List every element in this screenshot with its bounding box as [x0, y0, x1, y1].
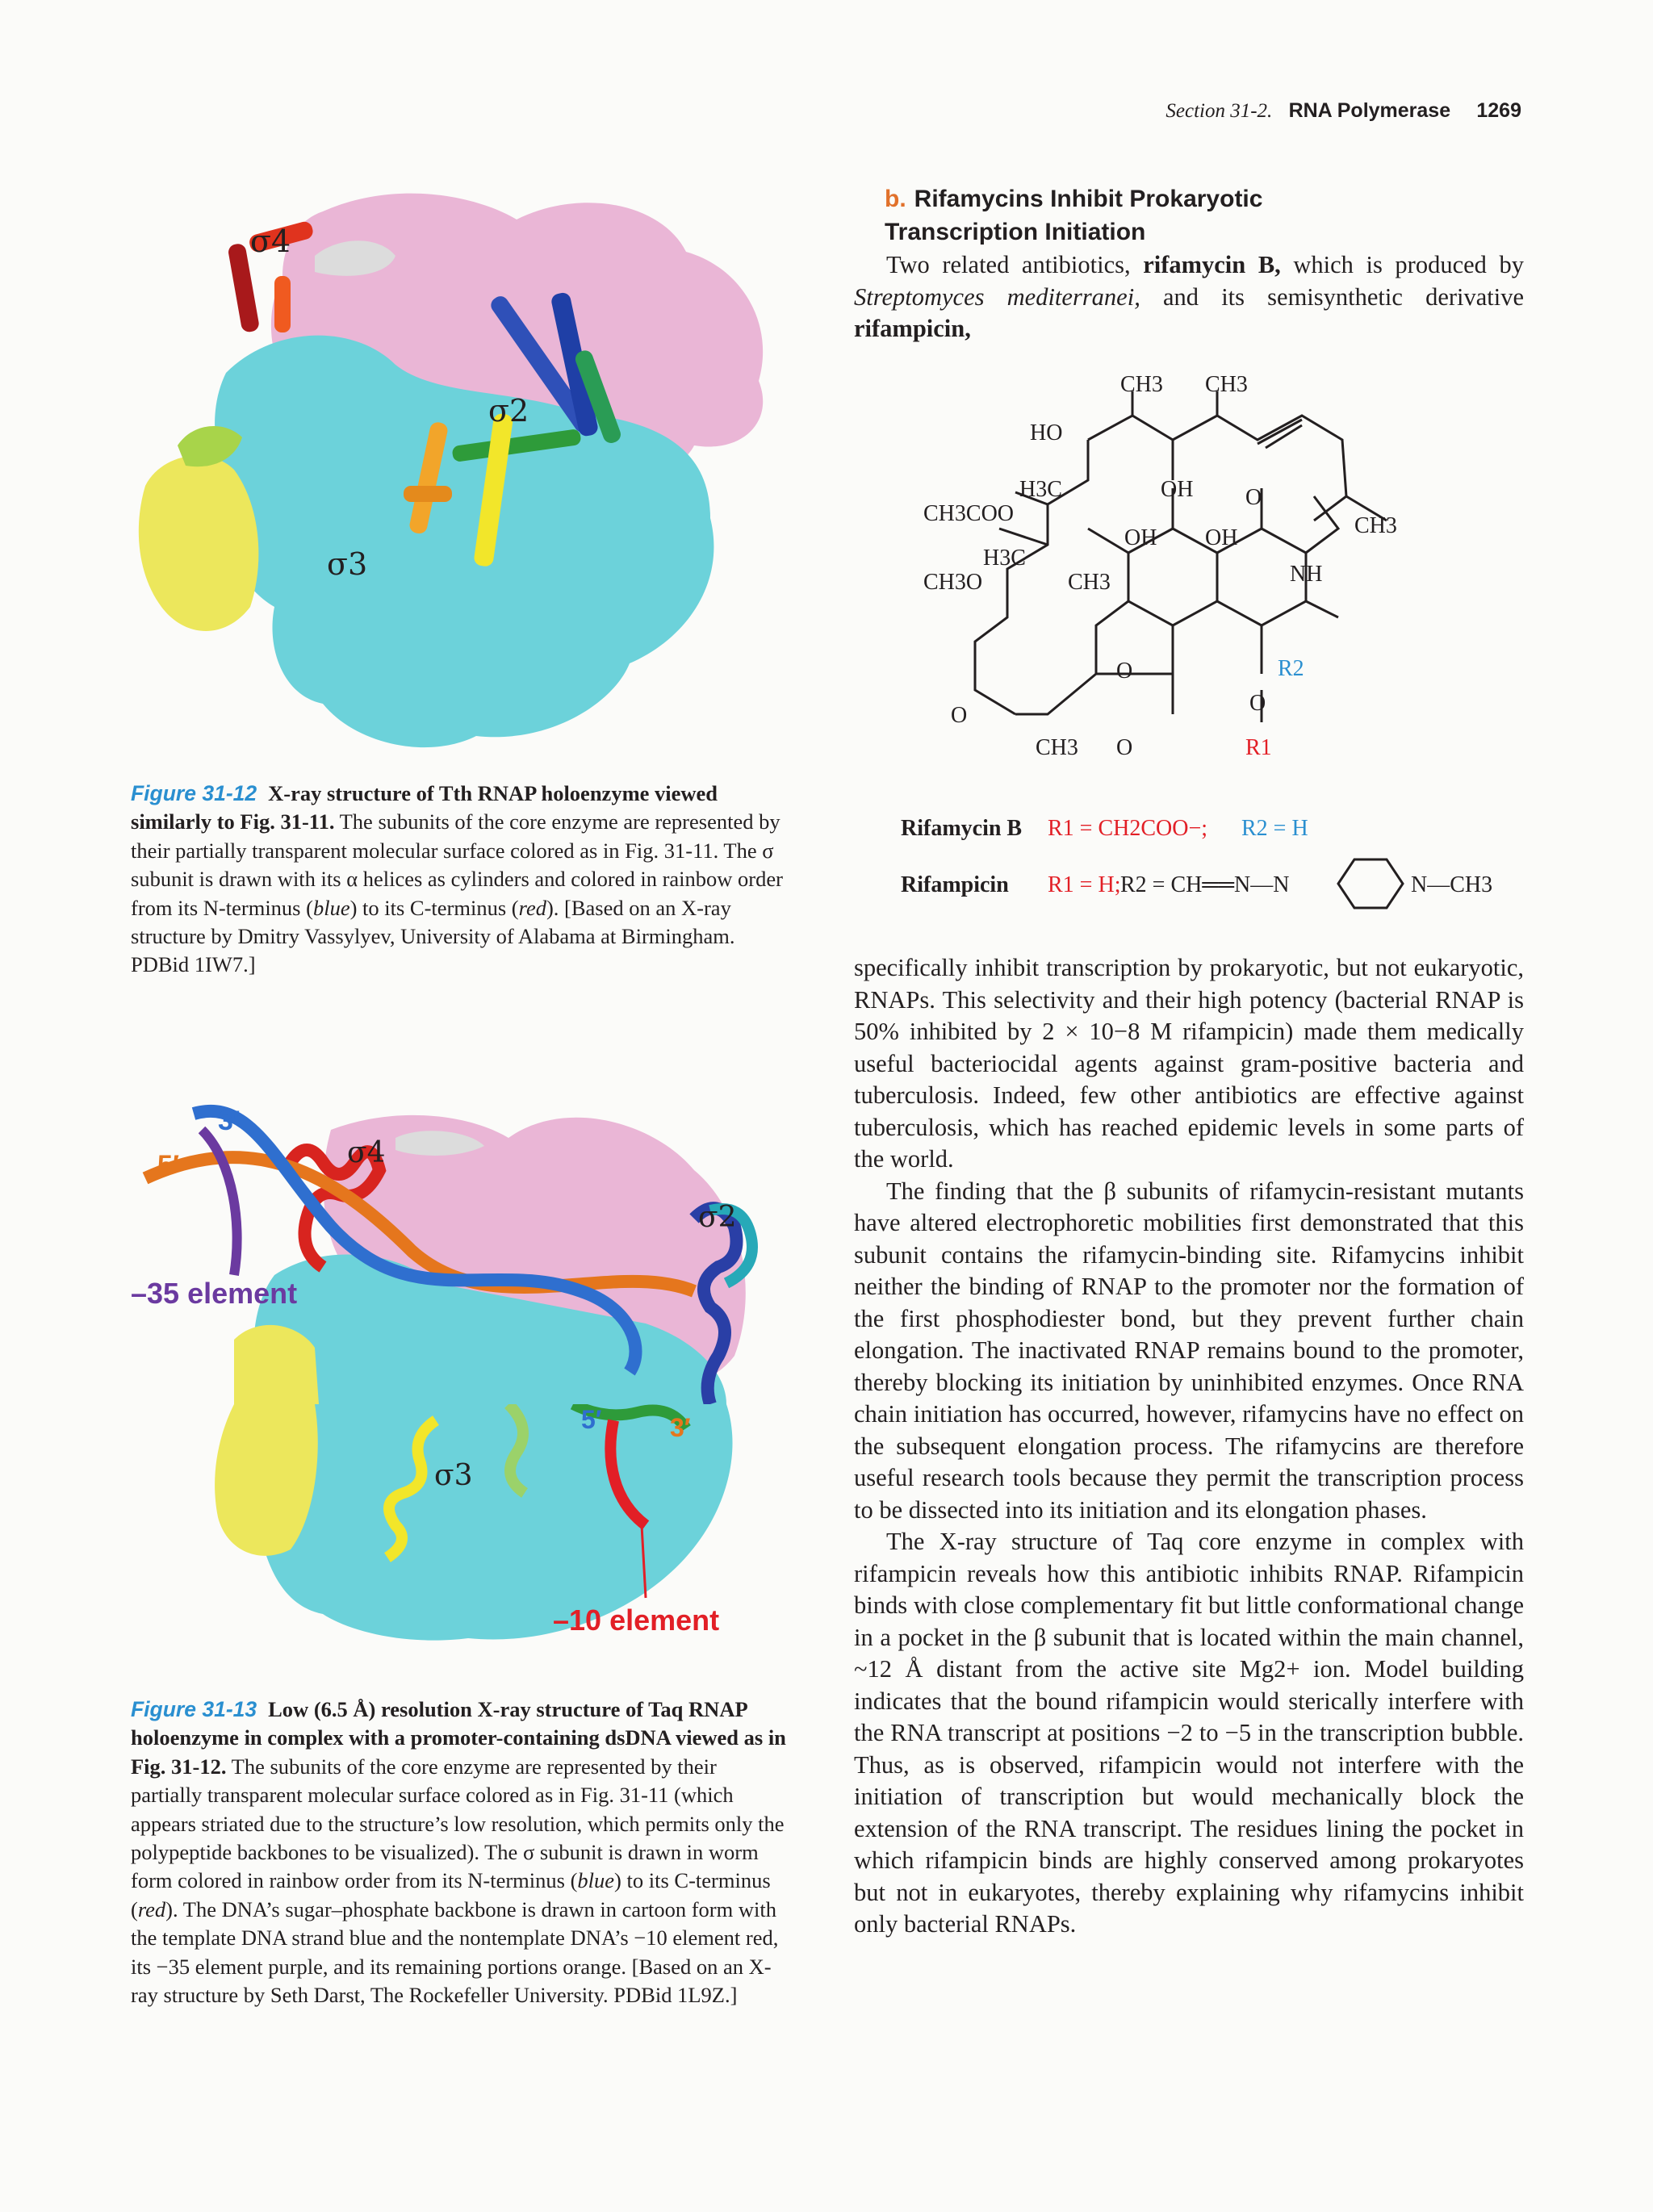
sigma3-label: σ3: [434, 1459, 473, 1492]
caption-italic: blue: [312, 895, 350, 920]
intro-text: and its semisynthetic derivative: [1140, 282, 1525, 311]
atom-label: CH3: [1354, 513, 1397, 538]
atom-label: H3C: [983, 546, 1026, 571]
caption-text: The subunits of the core enzyme are represented by their partially transparent molecular surface colored as in Fig. 31-11. The σ subunit is drawn with its α helices as cylinders and colored in rainbow order from its N-terminus (: [131, 809, 783, 920]
sigma2-label: σ2: [698, 1201, 737, 1234]
section-number: Section 31-2.: [1165, 100, 1273, 122]
rifamycin-structure: [854, 367, 1524, 936]
caption-text: ). [Based on an X-ray structure by Dmitry Vassylyev, University of Alabama at Birmingham. PDBid 1IW7.]: [131, 895, 735, 977]
five-prime-top-label: 5′: [157, 1150, 180, 1181]
sigma4-label: σ4: [250, 224, 291, 259]
species-name: Streptomyces mediterranei,: [854, 282, 1140, 311]
atom-label: CH3: [1120, 372, 1163, 397]
atom-label: CH3COO: [923, 501, 1015, 526]
paragraph-3: The X-ray structure of Taq core enzyme in complex with rifampicin reveals how this antibiotic inhibits RNAP. Rifampicin binds with close complementary fit but little conformational change in a pocket in the β subunit that is located within the main channel, ~12 Å distant from the active site Mg2+ ion. Model building indicates that the bound rifampicin would sterically interfere with the RNA transcript at positions −2 to −5 in the transcription bubble. Thus, as is observed, rifampicin would not interfere with the initiation of transcription but would mechanically block the extension of the RNA transcript. The residues lining the pocket in which rifampicin binds are highly conserved among prokaryotes but not in eukaryotes, thereby explaining why rifamycins inhibit only bacterial RNAPs.: [854, 1528, 1524, 1938]
minus10-element-label: –10 element: [553, 1604, 720, 1637]
caption-italic: blue: [577, 1868, 615, 1893]
five-prime-mid-label: 5′: [581, 1405, 602, 1434]
figure-label: Figure 31-12: [131, 781, 257, 805]
subsection-title-line1: Rifamycins Inhibit Prokaryotic: [914, 186, 1263, 212]
figure-31-13-caption: [131, 1696, 789, 2009]
section-title: RNA Polymerase: [1288, 99, 1451, 122]
paragraph-2: The finding that the β subunits of rifamycin-resistant mutants have altered electrophoretic mobilities first demonstrated that this subunit contains the rifamycin-binding site. Rifamycins inhibit neither the binding of RNAP to the promoter nor the formation of the first phosphodiester bond, but they prevent further chain elongation. The inactivated RNAP remains bound to the promoter, thereby blocking its initiation by uninhibited enzymes. Once RNA chain initiation has occurred, however, rifamycins have no effect on the subsequent elongation process. The rifamycins are therefore useful research tools because they permit the transcription process to be dissected into its initiation and its elongation phases.: [854, 1177, 1524, 1524]
alpha-surface-yellow: [139, 456, 259, 631]
atom-label: H3C: [1019, 477, 1062, 502]
figure-31-12-image: [129, 179, 807, 760]
caption-italic: red: [518, 895, 546, 920]
atom-label: OH: [1205, 525, 1238, 550]
figure-31-13-image: [129, 1081, 807, 1711]
piperazine-ring: [1338, 859, 1403, 908]
atom-label: OH: [1161, 477, 1194, 502]
rifampicin-tail: N—CH3: [1411, 872, 1493, 897]
atom-label: R1: [1245, 735, 1272, 760]
rifampicin-r1: R1 = H;: [1048, 872, 1121, 897]
rifampicin-r2: R2 = CH══N—N: [1120, 872, 1290, 897]
atom-label: O: [1245, 485, 1262, 510]
rifamycin-b-r2: R2 = H: [1241, 816, 1308, 841]
atom-label: CH3: [1068, 570, 1111, 595]
atom-label: HO: [1030, 420, 1063, 445]
figure-label: Figure 31-13: [131, 1697, 257, 1721]
atom-label: O: [951, 703, 968, 728]
atom-label: NH: [1290, 562, 1323, 587]
atom-label: O: [1116, 735, 1133, 760]
subsection-heading: [885, 182, 1530, 249]
rifamycin-b-r1: R1 = CH2COO−;: [1048, 816, 1208, 841]
figure-31-12-caption: [131, 780, 789, 980]
rifampicin-term: rifampicin,: [854, 315, 971, 342]
sigma-helix: [404, 486, 452, 502]
atom-label: OH: [1124, 525, 1157, 550]
atom-label: CH3O: [923, 570, 983, 595]
subsection-letter: b.: [885, 186, 906, 212]
atom-label: CH3: [1036, 735, 1078, 760]
rifamycin-b-label: Rifamycin B: [901, 816, 1023, 841]
paragraph-1: specifically inhibit transcription by prokaryotic, but not eukaryotic, RNAPs. This selectivity and their high potency (bacterial RNAP is 50% inhibited by 2 × 10−8 M rifampicin) made them medically useful bacteriocidal agents against gram-positive bacteria and tuberculosis. Indeed, few other antibiotics are effective against tuberculosis, which has reached epidemic levels in some parts of the world.: [854, 954, 1524, 1173]
atom-label: O: [1116, 659, 1133, 684]
subsection-title-line2: Transcription Initiation: [885, 219, 1146, 245]
sigma2-label: σ2: [488, 393, 529, 429]
intro-text: Two related antibiotics,: [886, 251, 1144, 278]
sigma-helix: [274, 276, 291, 332]
minus35-element-label: –35 element: [131, 1277, 298, 1310]
atom-label: O: [1249, 691, 1266, 716]
r-group-table: [901, 816, 1492, 908]
caption-text: ). The DNA’s sugar–phosphate backbone is drawn in cartoon form with the template DNA strand blue and the nontemplate DNA’s −10 element red, its −35 element purple, and its remaining portions orange. [Based on an X-ray structure by Seth Darst, The Rockefeller University. PDBid 1L9Z.]: [131, 1896, 779, 2008]
three-prime-mid-label: 3′: [670, 1413, 691, 1442]
sigma4-label: σ4: [347, 1136, 386, 1169]
body-paragraphs: [854, 952, 1524, 1941]
rifamycin-b-term: rifamycin B,: [1143, 251, 1281, 278]
caption-bold: X-ray structure of Tth RNAP holoenzyme viewed similarly to Fig. 31-11.: [131, 781, 718, 834]
intro-paragraph: [854, 249, 1524, 345]
running-head: [1165, 99, 1521, 123]
atom-label: CH3: [1205, 372, 1248, 397]
sigma3-label: σ3: [327, 546, 368, 582]
caption-bold: Low (6.5 Å) resolution X-ray structure of Taq RNAP holoenzyme in complex with a promoter-containing dsDNA viewed as in Fig. 31-12.: [131, 1697, 786, 1779]
three-prime-top-label: 3′: [218, 1106, 241, 1136]
intro-text: which is produced by: [1280, 251, 1524, 278]
caption-text: ) to its C-terminus (: [131, 1868, 771, 1921]
caption-text: ) to its C-terminus (: [349, 895, 519, 920]
caption-text: The subunits of the core enzyme are represented by their partially transparent molecular surface colored as in Fig. 31-11 (which appears striated due to the structure’s low resolution, which permits only the polypeptide backbones to be visualized). The σ subunit is drawn in worm form colored in rainbow order from its N-terminus (: [131, 1754, 785, 1893]
page-number: 1269: [1476, 99, 1521, 122]
atom-label: R2: [1278, 656, 1304, 681]
rifampicin-label: Rifampicin: [901, 872, 1009, 897]
caption-italic: red: [137, 1896, 166, 1921]
